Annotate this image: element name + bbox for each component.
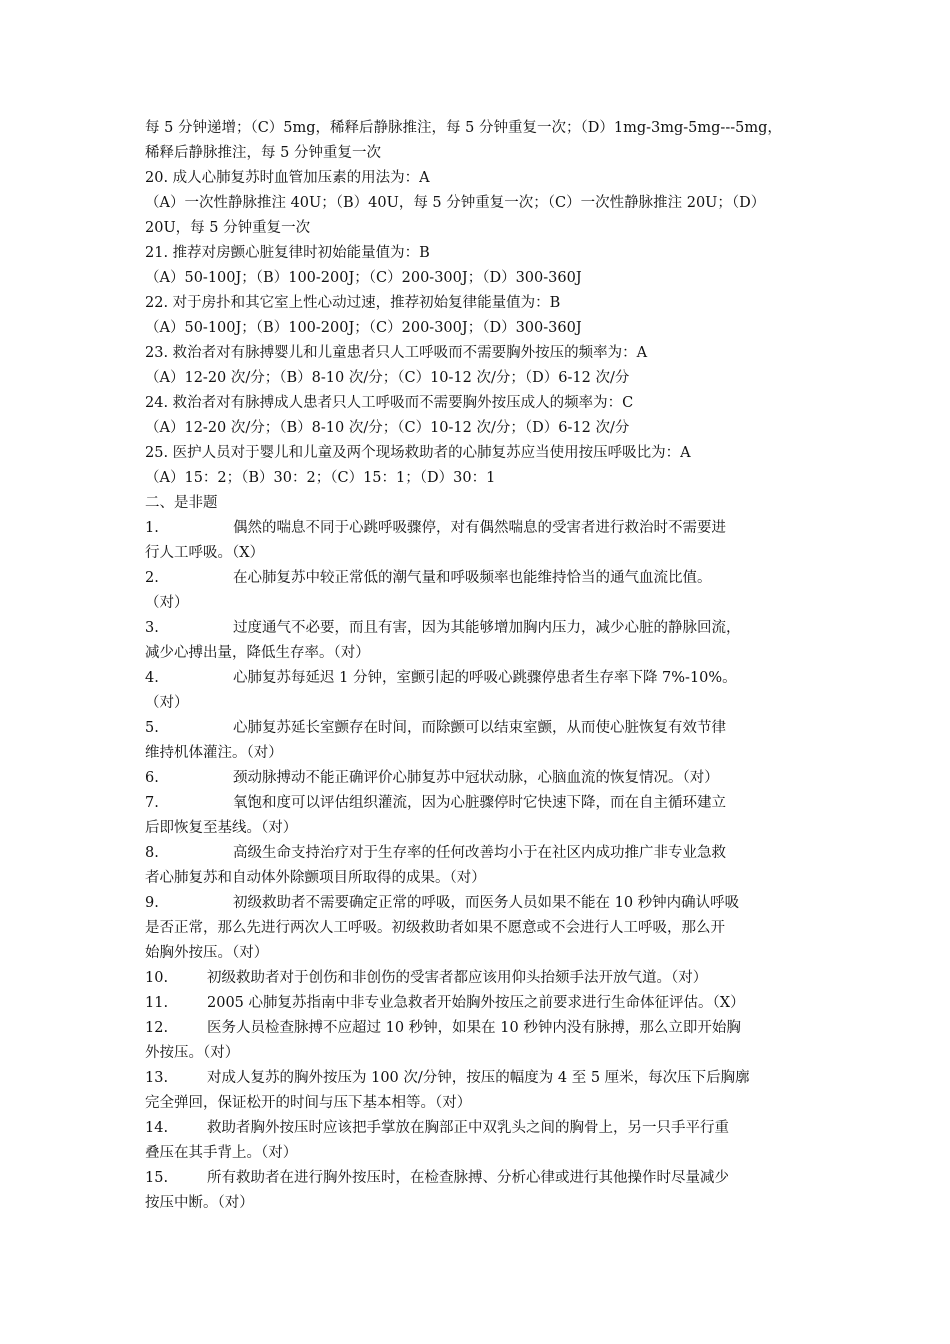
tf-item-number: 8. [145, 845, 159, 861]
question-24: 24. 救治者对有脉搏成人患者只人工呼吸而不需要胸外按压成人的频率为：C [145, 395, 634, 411]
tf-item-text: 医务人员检查脉搏不应超过 10 秒钟，如果在 10 秒钟内没有脉搏，那么立即开始胸 [207, 1020, 741, 1036]
options-24: （A）12-20 次/分；（B）8-10 次/分；（C）10-12 次/分；（D）6-12 次/分 [145, 420, 630, 436]
options-21: （A）50-100J；（B）100-200J；（C）200-300J；（D）300-360J [145, 270, 582, 286]
tf-item-number: 10. [145, 970, 169, 986]
tf-item-text: 氧饱和度可以评估组织灌流，因为心脏骤停时它快速下降，而在自主循环建立 [233, 795, 726, 811]
tf-item-first-line [145, 841, 809, 866]
text-line: （A）一次性静脉推注 40U；（B）40U，每 5 分钟重复一次；（C）一次性静脉推注 20U；（D） [145, 195, 766, 211]
tf-item-first-line [145, 1166, 809, 1191]
tf-item-11 [145, 991, 809, 1016]
tf-item-continuation: 叠压在其手背上。（对） [145, 1145, 298, 1161]
tf-item-continuation: 是否正常，那么先进行两次人工呼吸。初级救助者如果不愿意或不会进行人工呼吸，那么开 [145, 920, 725, 936]
document-body [145, 116, 809, 1216]
tf-item-first-line [145, 566, 809, 591]
tf-item-text: 高级生命支持治疗对于生存率的任何改善均小于在社区内成功推广非专业急救 [233, 845, 726, 861]
tf-item-continuation: 后即恢复至基线。（对） [145, 820, 298, 836]
tf-item-number: 15. [145, 1170, 169, 1186]
tf-item-number: 5. [145, 720, 159, 736]
tf-item-first-line [145, 966, 809, 991]
tf-item-first-line [145, 891, 809, 916]
tf-item-3 [145, 616, 809, 666]
tf-item-4 [145, 666, 809, 716]
section-title: 二、是非题 [145, 495, 218, 511]
tf-item-text: 颈动脉搏动不能正确评价心肺复苏中冠状动脉，心脑血流的恢复情况。（对） [233, 770, 719, 786]
tf-item-number: 11. [145, 995, 169, 1011]
tf-item-number: 9. [145, 895, 159, 911]
tf-item-continuation: 完全弹回，保证松开的时间与压下基本相等。（对） [145, 1095, 472, 1111]
tf-item-2 [145, 566, 809, 616]
tf-item-number: 7. [145, 795, 159, 811]
tf-item-15 [145, 1166, 809, 1216]
tf-item-first-line [145, 666, 809, 691]
question-22: 22. 对于房扑和其它室上性心动过速，推荐初始复律能量值为：B [145, 295, 561, 311]
tf-item-continuation: （对） [145, 595, 189, 611]
tf-item-first-line [145, 616, 809, 641]
tf-item-text: 偶然的喘息不同于心跳呼吸骤停，对有偶然喘息的受害者进行救治时不需要进 [233, 520, 726, 536]
tf-item-continuation: 维持机体灌注。（对） [145, 745, 283, 761]
tf-item-first-line [145, 516, 809, 541]
tf-item-first-line [145, 766, 809, 791]
question-23: 23. 救治者对有脉搏婴儿和儿童患者只人工呼吸而不需要胸外按压的频率为：A [145, 345, 648, 361]
tf-item-6 [145, 766, 809, 791]
tf-item-first-line [145, 991, 809, 1016]
tf-item-first-line [145, 1116, 809, 1141]
tf-item-continuation: 者心肺复苏和自动体外除颤项目所取得的成果。（对） [145, 870, 486, 886]
tf-item-text: 心肺复苏每延迟 1 分钟，室颤引起的呼吸心跳骤停患者生存率下降 7%-10%。 [233, 670, 737, 686]
tf-item-number: 1. [145, 520, 159, 536]
tf-item-5 [145, 716, 809, 766]
text-line: 每 5 分钟递增；（C）5mg，稀释后静脉推注，每 5 分钟重复一次；（D）1mg-3mg-5mg---5mg， [145, 120, 782, 136]
tf-item-text: 初级救助者不需要确定正常的呼吸，而医务人员如果不能在 10 秒钟内确认呼吸 [233, 895, 740, 911]
tf-item-first-line [145, 1016, 809, 1041]
tf-item-number: 12. [145, 1020, 169, 1036]
tf-item-first-line [145, 1066, 809, 1091]
tf-item-text: 对成人复苏的胸外按压为 100 次/分钟，按压的幅度为 4 至 5 厘米，每次压下后胸廓 [207, 1070, 750, 1086]
question-21: 21. 推荐对房颤心脏复律时初始能量值为：B [145, 245, 430, 261]
text-line: 稀释后静脉推注，每 5 分钟重复一次 [145, 145, 381, 161]
options-22: （A）50-100J；（B）100-200J；（C）200-300J；（D）300-360J [145, 320, 582, 336]
tf-item-first-line [145, 791, 809, 816]
tf-item-continuation: 按压中断。（对） [145, 1195, 254, 1211]
tf-item-number: 13. [145, 1070, 169, 1086]
tf-item-continuation: 减少心搏出量，降低生存率。（对） [145, 645, 370, 661]
tf-item-number: 2. [145, 570, 159, 586]
tf-item-continuation: 始胸外按压。（对） [145, 945, 269, 961]
tf-item-first-line [145, 716, 809, 741]
tf-item-9 [145, 891, 809, 966]
tf-item-text: 初级救助者对于创伤和非创伤的受害者都应该用仰头抬颏手法开放气道。（对） [207, 970, 708, 986]
tf-item-text: 所有救助者在进行胸外按压时，在检查脉搏、分析心律或进行其他操作时尽量减少 [207, 1170, 729, 1186]
tf-item-number: 4. [145, 670, 159, 686]
tf-item-12 [145, 1016, 809, 1066]
tf-item-14 [145, 1116, 809, 1166]
tf-item-text: 过度通气不必要，而且有害，因为其能够增加胸内压力，减少心脏的静脉回流， [233, 620, 741, 636]
options-23: （A）12-20 次/分；（B）8-10 次/分；（C）10-12 次/分；（D）6-12 次/分 [145, 370, 630, 386]
question-20: 20. 成人心肺复苏时血管加压素的用法为：A [145, 170, 430, 186]
tf-item-number: 14. [145, 1120, 169, 1136]
question-25: 25. 医护人员对于婴儿和儿童及两个现场救助者的心肺复苏应当使用按压呼吸比为：A [145, 445, 691, 461]
options-25: （A）15：2；（B）30：2；（C）15：1；（D）30：1 [145, 470, 496, 486]
tf-item-text: 在心肺复苏中较正常低的潮气量和呼吸频率也能维持恰当的通气血流比值。 [233, 570, 712, 586]
text-line: 20U，每 5 分钟重复一次 [145, 220, 311, 236]
tf-item-continuation: （对） [145, 695, 189, 711]
tf-item-1 [145, 516, 809, 566]
tf-item-continuation: 行人工呼吸。（X） [145, 545, 265, 561]
tf-item-text: 救助者胸外按压时应该把手掌放在胸部正中双乳头之间的胸骨上，另一只手平行重 [207, 1120, 729, 1136]
tf-item-10 [145, 966, 809, 991]
tf-item-7 [145, 791, 809, 841]
tf-item-8 [145, 841, 809, 891]
tf-item-13 [145, 1066, 809, 1116]
tf-item-text: 心肺复苏延长室颤存在时间，而除颤可以结束室颤，从而使心脏恢复有效节律 [233, 720, 726, 736]
tf-item-number: 3. [145, 620, 159, 636]
tf-item-text: 2005 心肺复苏指南中非专业急救者开始胸外按压之前要求进行生命体征评估。（X） [207, 995, 745, 1011]
tf-item-number: 6. [145, 770, 159, 786]
tf-item-continuation: 外按压。（对） [145, 1045, 240, 1061]
true-false-list [145, 516, 809, 1216]
